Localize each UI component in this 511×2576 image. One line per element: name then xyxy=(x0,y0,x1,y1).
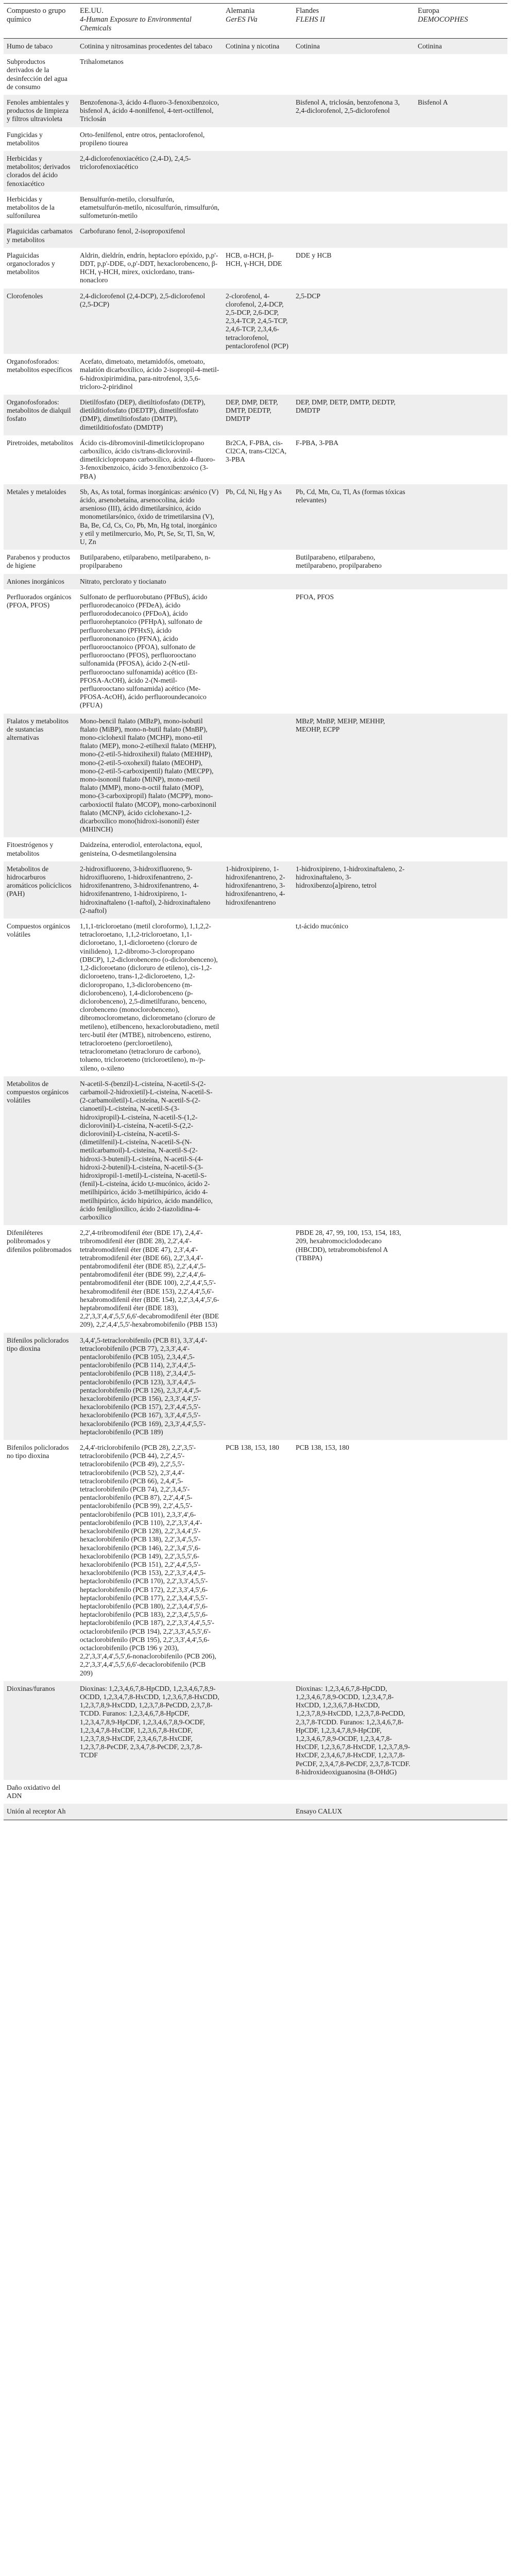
cell-europe xyxy=(415,395,507,435)
cell-flanders xyxy=(293,1076,415,1225)
cell-usa: Dietilfosfato (DEP), dietiltiofosfato (DETP), dietilditiofosfato (DEDTP), dimetilfosfato (DMP), dimetiltiofosfato (DMTP), dimetilditiofosfato (DMDTP) xyxy=(77,395,223,435)
cell-europe xyxy=(415,151,507,192)
table-row xyxy=(4,919,507,1076)
cell-germany xyxy=(223,54,293,95)
header-germany xyxy=(223,4,293,39)
table-row xyxy=(4,1804,507,1820)
table-row xyxy=(4,248,507,289)
cell-europe xyxy=(415,484,507,550)
cell-europe: Cotinina xyxy=(415,39,507,55)
header-title: EE.UU. xyxy=(80,7,104,15)
cell-europe xyxy=(415,248,507,289)
header-subtitle: 4-Human Exposure to Environmental Chemicals xyxy=(80,15,192,32)
cell-compound: Perfluorados orgánicos (PFOA, PFOS) xyxy=(4,589,77,714)
cell-compound: Dioxinas/furanos xyxy=(4,1681,77,1780)
cell-compound: Bifenilos policlorados tipo dioxina xyxy=(4,1333,77,1440)
cell-flanders: DDE y HCB xyxy=(293,248,415,289)
cell-compound: Unión al receptor Ah xyxy=(4,1804,77,1820)
cell-germany: Br2CA, F-PBA, cis-Cl2CA, trans-Cl2CA, 3-PBA xyxy=(223,435,293,484)
table-row xyxy=(4,589,507,714)
cell-usa: Trihalometanos xyxy=(77,54,223,95)
header-subtitle: FLEHS II xyxy=(296,15,325,24)
cell-compound: Difeniléteres polibromados y difenilos polibromados xyxy=(4,1225,77,1332)
cell-germany xyxy=(223,1076,293,1225)
cell-europe xyxy=(415,192,507,224)
table-row xyxy=(4,1225,507,1332)
header-compound xyxy=(4,4,77,39)
cell-europe xyxy=(415,127,507,151)
cell-flanders: Butilparabeno, etilparabeno, metilparabeno, propilparabeno xyxy=(293,550,415,573)
cell-germany xyxy=(223,354,293,395)
cell-flanders xyxy=(293,192,415,224)
cell-usa: Bensulfurón-metilo, clorsulfurón, etametsulfurón-metilo, nicosulfurón, rimsulfurón, sulfometurón-metilo xyxy=(77,192,223,224)
cell-germany xyxy=(223,95,293,127)
cell-compound: Clorofenoles xyxy=(4,289,77,354)
cell-usa xyxy=(77,1804,223,1820)
cell-usa: Carbofurano fenol, 2-isopropoxifenol xyxy=(77,224,223,247)
cell-germany xyxy=(223,714,293,838)
cell-europe xyxy=(415,574,507,589)
cell-compound: Herbicidas y metabolitos de la sulfonilurea xyxy=(4,192,77,224)
header-title: Alemania xyxy=(226,7,255,15)
cell-compound: Organofosforados: metabolitos de dialquil fosfato xyxy=(4,395,77,435)
cell-germany xyxy=(223,550,293,573)
cell-flanders xyxy=(293,1780,415,1804)
cell-germany xyxy=(223,589,293,714)
cell-compound: Plaguicidas carbamatos y metabolitos xyxy=(4,224,77,247)
cell-usa: 2-hidroxifluoreno, 3-hidroxifluoreno, 9-hidroxifluoreno, 1-hidroxifenantreno, 2-hidroxifenantreno, 3-hidroxifenantreno, 4-hidroxifenantreno, 1-hidroxipireno, 1-hidroxinaftaleno (1-naftol), 2-hidroxinaftaleno (2-naftol) xyxy=(77,861,223,919)
header-subtitle: GerES IVa xyxy=(226,15,258,24)
cell-germany xyxy=(223,1681,293,1780)
cell-usa: Nitrato, perclorato y tiocianato xyxy=(77,574,223,589)
cell-usa: 2,2',4-tribromodifenil éter (BDE 17), 2,4,4'-tribromodifenil éter (BDE 28), 2,2',4,4'-tetrabromodifenil éter (BDE 47), 2,3',4,4'-tetrabromodifenil éter (BDE 66), 2,2',3,4,4'-pentabromodifenil éter (BDE 85), 2,2',4,4',5-pentabromodifenil éter (BDE 99), 2,2',4,4',6-pentabromodifenil éter (BDE 100), 2,2',4,4',5,5'-hexabromodifenil éter (BDE 153), 2,2',4,4',5,6'-hexabromodifenil éter (BDE 154), 2,2',3,4,4',5',6-heptabromodifenil éter (BDE 183), 2,2',3,3',4,4',5,5',6,6'-decabromodifenil éter (BDE 209), 2,2',4,4',5,5'-hexabromobifenilo (PBB 153) xyxy=(77,1225,223,1332)
table-row xyxy=(4,1076,507,1225)
table-row xyxy=(4,1780,507,1804)
cell-compound: Humo de tabaco xyxy=(4,39,77,55)
cell-compound: Metales y metaloides xyxy=(4,484,77,550)
table-body xyxy=(4,39,507,1820)
cell-germany xyxy=(223,224,293,247)
cell-usa: Mono-bencil ftalato (MBzP), mono-isobutil ftalato (MiBP), mono-n-butil ftalato (MnBP), mono-ciclohexil ftalato (MCHP), mono-etil ftalato (MEP), mono-2-etilhexil ftalato (MEHP), mono-(2-etil-5-hidroxihexil) ftalato (MEHHP), mono-(2-etil-5-oxohexil) ftalato (MEOHP), mono-(2-etil-5-carboxipentil) ftalato (MECPP), mono-isononil ftalato (MiNP), mono-metil ftalato (MMP), mono-n-octil ftalato (MOP), mono-(3-carboxipropil) ftalato (MCPP), mono-carboxioctil ftalato (MCOP), mono-carboxinonil ftalato (MCNP), ácido ciclohexano-1,2-dicarboxílico mono(hidroxi-isononil) éster (MHINCH) xyxy=(77,714,223,838)
cell-usa: Daidzeína, enterodiol, enterolactona, equol, genisteína, O-desmetilangolensina xyxy=(77,837,223,861)
cell-flanders: DEP, DMP, DETP, DMTP, DEDTP, DMDTP xyxy=(293,395,415,435)
cell-flanders: 2,5-DCP xyxy=(293,289,415,354)
table-row xyxy=(4,574,507,589)
table-row xyxy=(4,1333,507,1440)
cell-europe xyxy=(415,589,507,714)
cell-flanders xyxy=(293,1333,415,1440)
cell-europe xyxy=(415,1804,507,1820)
cell-europe xyxy=(415,289,507,354)
cell-usa xyxy=(77,1780,223,1804)
cell-usa: 1,1,1-tricloroetano (metil cloroformo), 1,1,2,2-tetracloroetano, 1,1,2-tricloroetano, 1,1-dicloroetano, 1,1-dicloroeteno (cloruro de vinilideno), 1,2-dibromo-3-cloropropano (DBCP), 1,2-diclorobenceno (o-diclorobenceno), 1,2-dicloroetano (dicloruro de etileno), cis-1,2-dicloroeteno, trans-1,2-dicloroeteno, 1,2-dicloropropano, 1,3-diclorobenceno (m-diclorobenceno), 1,4-diclorobenceno (p-diclorobenceno), 2,5-dimetilfurano, benceno, clorobenceno (monoclorobenceno), dibromoclorometano, diclorometano (cloruro de metileno), etilbenceno, hexaclorobutadieno, metil terc-butil éter (MTBE), nitrobenceno, estireno, tetracloroeteno (percloroetileno), tetraclorometano (tetracloruro de carbono), tolueno, tricloroeteno (tricloroetileno), m-/p-xileno, o-xileno xyxy=(77,919,223,1076)
cell-germany: 1-hidroxipireno, 1-hidroxifenantreno, 2-hidroxifenantreno, 3-hidroxifenantreno, 4-hidroxifenantreno xyxy=(223,861,293,919)
cell-flanders: PCB 138, 153, 180 xyxy=(293,1440,415,1681)
cell-germany: DEP, DMP, DETP, DMTP, DEDTP, DMDTP xyxy=(223,395,293,435)
cell-europe xyxy=(415,1440,507,1681)
cell-germany: Cotinina y nicotina xyxy=(223,39,293,55)
cell-germany xyxy=(223,1804,293,1820)
cell-europe xyxy=(415,224,507,247)
table-row xyxy=(4,1681,507,1780)
table-row xyxy=(4,484,507,550)
table-row xyxy=(4,861,507,919)
cell-flanders: MBzP, MnBP, MEHP, MEHHP, MEOHP, ECPP xyxy=(293,714,415,838)
cell-europe: Bisfenol A xyxy=(415,95,507,127)
table-header xyxy=(4,4,507,39)
cell-europe xyxy=(415,714,507,838)
cell-flanders: Bisfenol A, triclosán, benzofenona 3, 2,4-diclorofenol, 2,5-diclorofenol xyxy=(293,95,415,127)
cell-flanders xyxy=(293,837,415,861)
cell-compound: Fenoles ambientales y productos de limpieza y filtros ultravioleta xyxy=(4,95,77,127)
cell-europe xyxy=(415,1681,507,1780)
cell-flanders xyxy=(293,54,415,95)
cell-compound: Organofosforados: metabolitos específicos xyxy=(4,354,77,395)
cell-compound: Metabolitos de compuestos orgánicos volátiles xyxy=(4,1076,77,1225)
cell-flanders: Pb, Cd, Mn, Cu, Tl, As (formas tóxicas relevantes) xyxy=(293,484,415,550)
cell-germany xyxy=(223,837,293,861)
header-subtitle: DEMOCOPHES xyxy=(418,15,468,24)
cell-europe xyxy=(415,54,507,95)
cell-flanders: Cotinina xyxy=(293,39,415,55)
cell-europe xyxy=(415,1076,507,1225)
cell-usa: Sb, As, As total, formas inorgánicas: arsénico (V) ácido, arsenobetaína, arsenocolina, ácido arsenioso (III), ácido dimetilarsínico, ácido monometilarsónico, óxido de trimetilarsina (V), Ba, Be, Cd, Cs, Co, Pb, Mn, Hg total, inorgánico y etil y metilmercurio, Mo, Pt, Se, Sr, Tl, Sn, W, U, Zn xyxy=(77,484,223,550)
table-row xyxy=(4,1440,507,1681)
cell-compound: Plaguicidas organoclorados y metabolitos xyxy=(4,248,77,289)
cell-europe xyxy=(415,550,507,573)
cell-compound: Fungicidas y metabolitos xyxy=(4,127,77,151)
cell-usa: Orto-fenilfenol, entre otros, pentaclorofenol, propileno tiourea xyxy=(77,127,223,151)
cell-usa: 2,4-diclorofenol (2,4-DCP), 2,5-diclorofenol (2,5-DCP) xyxy=(77,289,223,354)
cell-flanders xyxy=(293,127,415,151)
cell-flanders xyxy=(293,224,415,247)
cell-germany: HCB, α-HCH, β-HCH, γ-HCH, DDE xyxy=(223,248,293,289)
header-europe xyxy=(415,4,507,39)
table-row xyxy=(4,550,507,573)
cell-germany xyxy=(223,919,293,1076)
document-page xyxy=(4,3,507,1820)
cell-flanders: Ensayo CALUX xyxy=(293,1804,415,1820)
cell-usa: Acefato, dimetoato, metamidofós, ometoato, malatión dicarboxílico, ácido 2-isopropil-4-metil-6-hidroxipirimidina, para-nitrofenol, 3,5,6-tricloro-2-piridinol xyxy=(77,354,223,395)
cell-germany xyxy=(223,574,293,589)
cell-germany xyxy=(223,1333,293,1440)
cell-flanders xyxy=(293,354,415,395)
cell-europe xyxy=(415,919,507,1076)
cell-flanders xyxy=(293,574,415,589)
header-title: Europa xyxy=(418,7,439,15)
cell-compound: Subproductos derivados de la desinfección del agua de consumo xyxy=(4,54,77,95)
cell-germany xyxy=(223,1225,293,1332)
cell-europe xyxy=(415,354,507,395)
cell-usa: 2,4,4'-triclorobifenilo (PCB 28), 2,2',3,5'-tetraclorobifenilo (PCB 44), 2,2',4,5'-tetraclorobifenilo (PCB 49), 2,2',5,5'-tetraclorobifenilo (PCB 52), 2,3',4,4'-tetraclorobifenilo (PCB 66), 2,4,4',5-tetraclorobifenilo (PCB 74), 2,2',3,4,5'-pentaclorobifenilo (PCB 87), 2,2',4,4',5-pentaclorobifenilo (PCB 99), 2,2',4,5,5'-pentaclorobifenilo (PCB 101), 2,3,3',4',6-pentaclorobifenilo (PCB 110), 2,2',3,3',4,4'-hexaclorobifenilo (PCB 128), 2,2',3,4,4',5'-hexaclorobifenilo (PCB 138), 2,2',3,4',5,5'-hexaclorobifenilo (PCB 146), 2,2',3,4',5',6-hexaclorobifenilo (PCB 149), 2,2',3,5,5',6-hexaclorobifenilo (PCB 151), 2,2',4,4',5,5'-hexaclorobifenilo (PCB 153), 2,2',3,3',4,4',5-heptaclorobifenilo (PCB 170), 2,2',3,3',4,5,5'-heptaclorobifenilo (PCB 172), 2,2',3,3',4,5',6-heptaclorobifenilo (PCB 177), 2,2',3,4,4',5,5'-heptaclorobifenilo (PCB 180), 2,2',3,4,4',5',6-heptaclorobifenilo (PCB 183), 2,2',3,4',5,5',6-heptaclorobifenilo (PCB 187), 2,2',3,3',4,4',5,5'-octaclorobifenilo (PCB 194), 2,2',3,3',4,5,5',6'-octaclorobifenilo (PCB 195), 2,2',3,3',4,4',5,6-octaclorobifenilo (PCB 196 y 203), 2,2',3,3',4,4',5,5',6-nonaclorobifenilo (PCB 206), 2,2',3,3',4,4',5,5',6,6'-decaclorobifenilo (PCB 209) xyxy=(77,1440,223,1681)
cell-compound: Parabenos y productos de higiene xyxy=(4,550,77,573)
table-row xyxy=(4,289,507,354)
biomonitoring-table xyxy=(4,3,507,1820)
cell-germany: 2-clorofenol, 4-clorofenol, 2,4-DCP, 2,5-DCP, 2,6-DCP, 2,3,4-TCP, 2,4,5-TCP, 2,4,6-TCP, 2,3,4,6-tetraclorofenol, pentaclorofenol (PCP) xyxy=(223,289,293,354)
cell-europe xyxy=(415,1780,507,1804)
cell-usa: Aldrin, dieldrín, endrín, heptacloro epóxido, p,p'-DDT, p,p'-DDE, o,p'-DDT, hexaclorobenceno, β-HCH, γ-HCH, mirex, oxiclordano, trans-nonacloro xyxy=(77,248,223,289)
cell-compound: Daño oxidativo del ADN xyxy=(4,1780,77,1804)
cell-usa: N-acetil-S-(benzil)-L-cisteína, N-acetil-S-(2-carbamoil-2-hidroxietil)-L-cisteína, N-acetil-S-(2-carbamoiletil)-L-cisteína, N-acetil-S-(2-cianoetil)-L-cisteína, N-acetil-S-(3-hidroxipropil)-L-cisteína, N-acetil-S-(1,2-diclorovinil)-L-cisteína, N-acetil-S-(2,2-diclorovinil)-L-cisteína, N-acetil-S-(dimetilfenil)-L-cisteína, N-acetil-S-(N-metilcarbamoil)-L-cisteína, N-acetil-S-(2-hidroxi-3-butenil)-L-cisteína, N-acetil-S-(4-hidroxi-2-butenil)-L-cisteína, N-acetil-S-(3-hidroxipropil-1-metil)-L-cisteína, N-acetil-S-(fenil)-L-cisteína, ácido t,t-mucónico, ácido 2-metilhipúrico, ácido 3-metilhipúrico, ácido 4-metilhipúrico, ácido hipúrico, ácido mandélico, ácido fenilglioxílico, ácido 2-tiazolidina-4-carboxílico xyxy=(77,1076,223,1225)
table-row xyxy=(4,435,507,484)
header-flanders xyxy=(293,4,415,39)
cell-flanders: Dioxinas: 1,2,3,4,6,7,8-HpCDD, 1,2,3,4,6,7,8,9-OCDD, 1,2,3,4,7,8-HxCDD, 1,2,3,6,7,8-HxCDD, 1,2,3,7,8,9-HxCDD, 1,2,3,7,8-PeCDD, 2,3,7,8-TCDD. Furanos: 1,2,3,4,6,7,8-HpCDF, 1,2,3,4,7,8,9-HpCDF, 1,2,3,4,6,7,8,9-OCDF, 1,2,3,4,7,8-HxCDF, 1,2,3,6,7,8-HxCDF, 1,2,3,7,8,9-HxCDF, 2,3,4,6,7,8-HxCDF, 1,2,3,7,8-PeCDF, 2,3,4,7,8-PeCDF, 2,3,7,8-TCDF. 8-hidroxideoxiguanosina (8-OHdG) xyxy=(293,1681,415,1780)
cell-compound: Fitoestrógenos y metabolitos xyxy=(4,837,77,861)
cell-germany: Pb, Cd, Ni, Hg y As xyxy=(223,484,293,550)
header-usa xyxy=(77,4,223,39)
cell-europe xyxy=(415,435,507,484)
cell-flanders: F-PBA, 3-PBA xyxy=(293,435,415,484)
table-row xyxy=(4,395,507,435)
table-row xyxy=(4,39,507,55)
cell-germany xyxy=(223,192,293,224)
table-row xyxy=(4,151,507,192)
cell-usa: Benzofenona-3, ácido 4-fluoro-3-fenoxibenzoico, bisfenol A, ácido 4-nonilfenol, 4-tert-octilfenol, Triclosán xyxy=(77,95,223,127)
cell-compound: Herbicidas y metabolitos; derivados clorados del ácido fenoxiacético xyxy=(4,151,77,192)
table-row xyxy=(4,354,507,395)
table-row xyxy=(4,224,507,247)
table-row xyxy=(4,714,507,838)
cell-flanders: PFOA, PFOS xyxy=(293,589,415,714)
header-title: Compuesto o grupo químico xyxy=(7,7,66,24)
cell-usa: Dioxinas: 1,2,3,4,6,7,8-HpCDD, 1,2,3,4,6,7,8,9-OCDD, 1,2,3,4,7,8-HxCDD, 1,2,3,6,7,8-HxCDD, 1,2,3,7,8,9-HxCDD, 1,2,3,7,8-PeCDD, 2,3,7,8-TCDD. Furanos: 1,2,3,4,6,7,8-HpCDF, 1,2,3,4,7,8,9-HpCDF, 1,2,3,4,6,7,8,9-OCDF, 1,2,3,4,7,8-HxCDF, 1,2,3,6,7,8-HxCDF, 1,2,3,7,8,9-HxCDF, 2,3,4,6,7,8-HxCDF, 1,2,3,7,8-PeCDF, 2,3,4,7,8-PeCDF, 2,3,7,8-TCDF xyxy=(77,1681,223,1780)
cell-usa: 3,4,4',5-tetraclorobifenilo (PCB 81), 3,3',4,4'-tetraclorobifenilo (PCB 77), 2,3,3',4,4'-pentaclorobifenilo (PCB 105), 2,3,4,4',5-pentaclorobifenilo (PCB 114), 2,3',4,4',5-pentaclorobifenilo (PCB 118), 2',3,4,4',5-pentaclorobifenilo (PCB 123), 3,3',4,4',5-pentaclorobifenilo (PCB 126), 2,3,3',4,4',5-hexaclorobifenilo (PCB 156), 2,3,3',4,4',5'-hexaclorobifenilo (PCB 157), 2,3',4,4',5,5'-hexaclorobifenilo (PCB 167), 3,3',4,4',5,5'-hexaclorobifenilo (PCB 169), 2,3,3',4,4',5,5'-heptaclorobifenilo (PCB 189) xyxy=(77,1333,223,1440)
cell-germany: PCB 138, 153, 180 xyxy=(223,1440,293,1681)
table-row xyxy=(4,127,507,151)
cell-compound: Compuestos orgánicos volátiles xyxy=(4,919,77,1076)
cell-germany xyxy=(223,1780,293,1804)
cell-germany xyxy=(223,127,293,151)
cell-flanders: 1-hidroxipireno, 1-hidroxinaftaleno, 2-hidroxinaftaleno, 3-hidroxibenzo[a]pireno, tetrol xyxy=(293,861,415,919)
cell-europe xyxy=(415,837,507,861)
cell-compound: Piretroides, metabolitos xyxy=(4,435,77,484)
table-row xyxy=(4,95,507,127)
cell-europe xyxy=(415,1333,507,1440)
cell-europe xyxy=(415,861,507,919)
cell-usa: Sulfonato de perfluorobutano (PFBuS), ácido perfluorodecanoico (PFDeA), ácido perfluorododecanoico (PFDoA), ácido perfluoroheptanoico (PFHpA), sulfonato de perfluorohexano (PFHxS), ácido perfluorononanoico (PFNA), ácido perfluorooctanoico (PFOA), sulfonato de perfluorooctano (PFOS), perfluorooctano sulfonamida (PFOSA), ácido 2-(N-etil-perfluorooctano sulfonamida) acético (Et-PFOSA-AcOH), ácido 2-(N-metil-perfluorooctano sulfonamida) acético (Me-PFOSA-AcOH), ácido perfluoroundecanoico (PFUA) xyxy=(77,589,223,714)
table-row xyxy=(4,54,507,95)
cell-usa: Ácido cis-dibromovinil-dimetilciclopropano carboxílico, ácido cis/trans-diclorovinil-dimetilciclopropano carboxílico, ácido 4-fluoro-3-fenoxibenzoico, ácido 3-fenoxibenzoico (3-PBA) xyxy=(77,435,223,484)
cell-flanders: t,t-ácido mucónico xyxy=(293,919,415,1076)
header-title: Flandes xyxy=(296,7,319,15)
table-row xyxy=(4,837,507,861)
cell-usa: Butilparabeno, etilparabeno, metilparabeno, n-propilparabeno xyxy=(77,550,223,573)
cell-compound: Ftalatos y metabolitos de sustancias alternativas xyxy=(4,714,77,838)
cell-compound: Metabolitos de hidrocarburos aromáticos policíclicos (PAH) xyxy=(4,861,77,919)
table-row xyxy=(4,192,507,224)
cell-flanders: PBDE 28, 47, 99, 100, 153, 154, 183, 209, hexabromociclododecano (HBCDD), tetrabromobisfenol A (TBBPA) xyxy=(293,1225,415,1332)
cell-usa: 2,4-diclorofenoxiacético (2,4-D), 2,4,5-triclorofenoxiacético xyxy=(77,151,223,192)
cell-europe xyxy=(415,1225,507,1332)
cell-flanders xyxy=(293,151,415,192)
cell-compound: Bifenilos policlorados no tipo dioxina xyxy=(4,1440,77,1681)
cell-compound: Aniones inorgánicos xyxy=(4,574,77,589)
cell-germany xyxy=(223,151,293,192)
cell-usa: Cotinina y nitrosaminas procedentes del tabaco xyxy=(77,39,223,55)
